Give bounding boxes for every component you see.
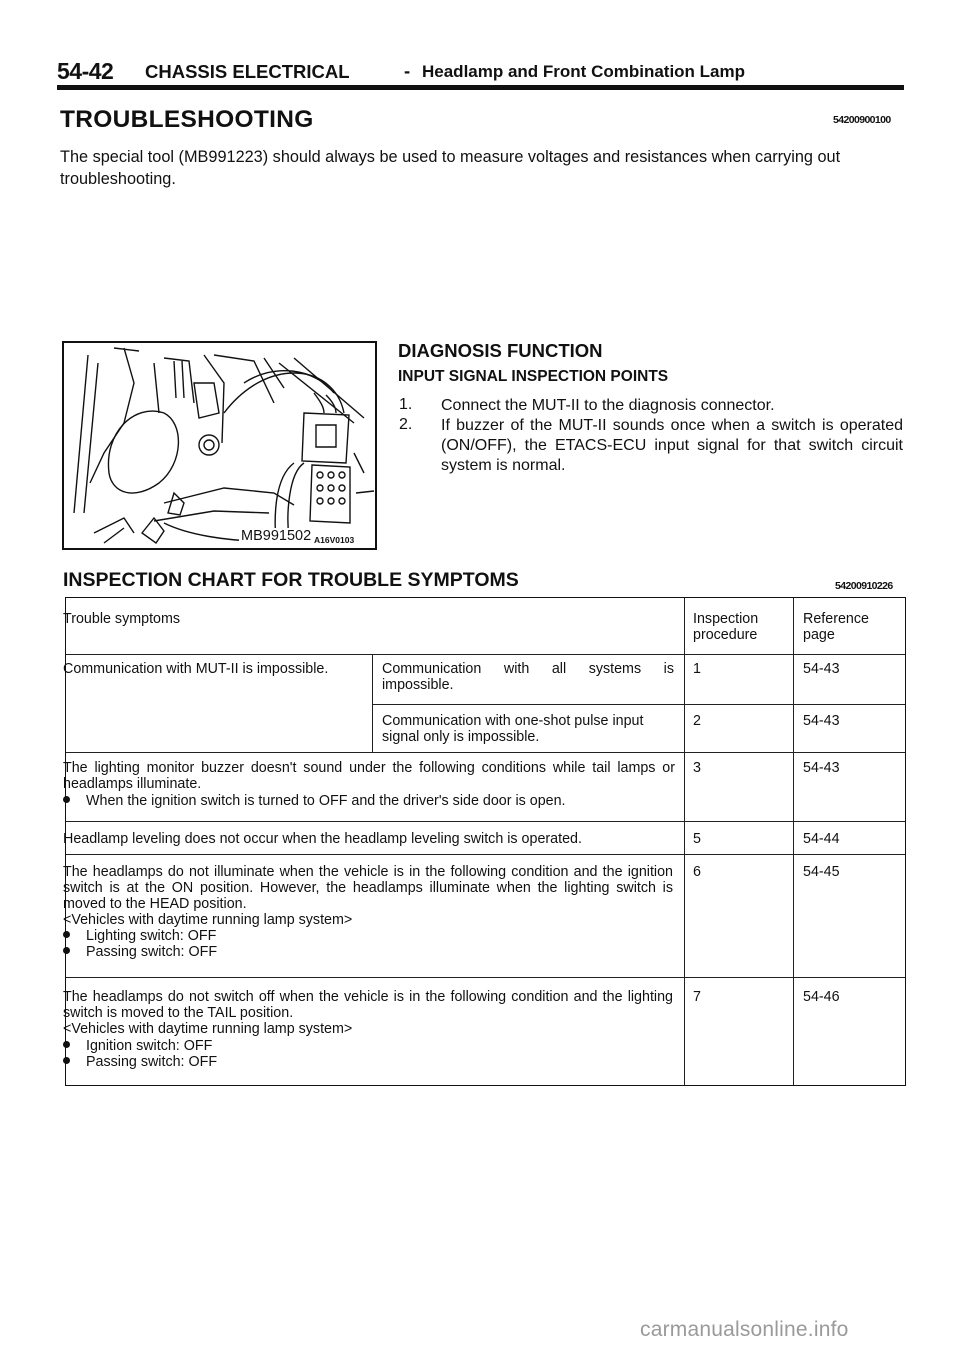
- page-title: TROUBLESHOOTING: [60, 106, 314, 133]
- step-text: If buzzer of the MUT-II sounds once when a switch is operated (ON/OFF), the ETACS-ECU input signal for that switch circuit system is normal.: [441, 417, 903, 474]
- procedure-number: 6: [693, 864, 701, 880]
- row-divider: [66, 654, 905, 655]
- procedure-number: 1: [693, 661, 701, 677]
- bullet-icon: [63, 931, 70, 938]
- watermark-link[interactable]: carmanualsonline.info: [640, 1318, 849, 1341]
- reference-page: 54-46: [803, 989, 840, 1005]
- condition-text: When the ignition switch is turned to OFF and the driver's side door is open.: [86, 793, 566, 809]
- section-topic: Headlamp and Front Combination Lamp: [422, 62, 746, 81]
- condition-text: Passing switch: OFF: [86, 944, 218, 960]
- diagnosis-connector-illustration: [62, 341, 377, 550]
- tool-label: MB991502: [241, 528, 312, 544]
- symptom-text: Headlamp leveling does not occur when the headlamp leveling switch is operated.: [63, 831, 582, 847]
- symptom-text: Communication with MUT-II is impossible.: [63, 661, 329, 677]
- condition-text: Ignition switch: OFF: [86, 1038, 213, 1054]
- row-divider: [66, 977, 905, 978]
- page-number: 54-42: [57, 58, 114, 84]
- header-inspection-procedure: Inspection procedure: [693, 611, 759, 643]
- figure-code: A16V0103: [314, 535, 355, 545]
- condition-text: Lighting switch: OFF: [86, 928, 217, 944]
- symptom-detail: Communication with one-shot pulse input signal only is impossible.: [382, 713, 644, 745]
- condition-bullet: [63, 793, 683, 809]
- reference-page: 54-45: [803, 864, 840, 880]
- reference-page: 54-43: [803, 661, 840, 677]
- symptom-text: The headlamps do not switch off when the vehicle is in the following condition and the lighting switch is moved to the TAIL position.: [63, 989, 673, 1021]
- bullet-icon: [63, 796, 70, 803]
- column-divider: [684, 598, 685, 1085]
- bullet-icon: [63, 947, 70, 954]
- step-number: 1.: [399, 396, 413, 413]
- procedure-number: 7: [693, 989, 701, 1005]
- procedure-number: 2: [693, 713, 701, 729]
- reference-page: 54-44: [803, 831, 840, 847]
- vehicle-note: <Vehicles with daytime running lamp system>: [63, 1021, 353, 1037]
- vehicle-note: <Vehicles with daytime running lamp system>: [63, 912, 353, 928]
- symptom-text: The lighting monitor buzzer doesn't sound under the following conditions while tail lamps or headlamps illuminate.: [63, 760, 675, 792]
- symptom-text: The headlamps do not illuminate when the vehicle is in the following condition and the ignition switch is at the ON position. However, the headlamps illuminate when the lighting switch is moved to the HEAD position.: [63, 864, 673, 912]
- procedure-number: 5: [693, 831, 701, 847]
- row-divider: [66, 752, 905, 753]
- chart-reference-code: 54200910226: [835, 580, 893, 592]
- bullet-icon: [63, 1041, 70, 1048]
- header-reference-page: Reference page: [803, 611, 869, 643]
- row-divider: [372, 704, 905, 705]
- reference-page: 54-43: [803, 713, 840, 729]
- diagnosis-subheading: INPUT SIGNAL INSPECTION POINTS: [398, 368, 669, 385]
- row-divider: [66, 854, 905, 855]
- step-text: Connect the MUT-II to the diagnosis connector.: [441, 397, 775, 414]
- row-divider: [66, 821, 905, 822]
- column-divider: [372, 654, 373, 752]
- condition-bullet: [63, 1038, 212, 1054]
- condition-text: Passing switch: OFF: [86, 1054, 218, 1070]
- condition-bullet: [63, 944, 217, 960]
- procedure-number: 3: [693, 760, 701, 776]
- symptom-detail: Communication with all systems is impossible.: [382, 661, 674, 693]
- title-reference-code: 54200900100: [833, 114, 891, 126]
- column-divider: [793, 598, 794, 1085]
- inspection-chart-table: [65, 597, 906, 1086]
- connector-drawing: [64, 343, 379, 552]
- header-trouble-symptoms: Trouble symptoms: [63, 611, 181, 627]
- step-number: 2.: [399, 416, 413, 433]
- header-rule: [57, 85, 904, 90]
- bullet-icon: [63, 1057, 70, 1064]
- condition-bullet: [63, 1054, 217, 1070]
- chart-heading: INSPECTION CHART FOR TROUBLE SYMPTOMS: [63, 569, 519, 591]
- intro-paragraph: The special tool (MB991223) should always be used to measure voltages and resistances when carrying out troubleshooting.: [60, 148, 841, 188]
- diagnosis-heading: DIAGNOSIS FUNCTION: [398, 340, 603, 361]
- condition-bullet: [63, 928, 216, 944]
- reference-page: 54-43: [803, 760, 840, 776]
- section-title: CHASSIS ELECTRICAL: [145, 61, 350, 82]
- header-separator: -: [404, 60, 411, 81]
